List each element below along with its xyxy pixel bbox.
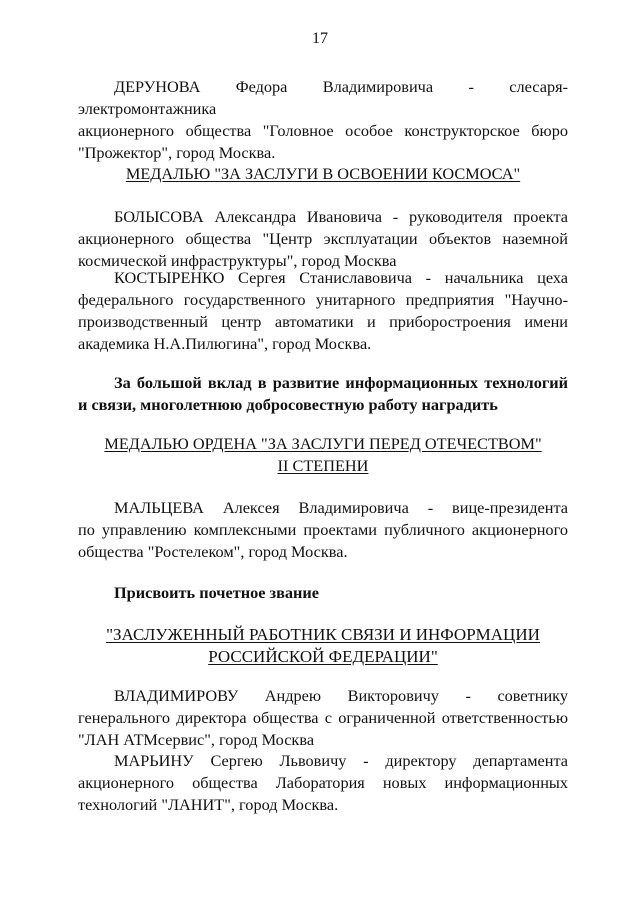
heading-line-2: РОССИЙСКОЙ ФЕДЕРАЦИИ" (208, 647, 438, 666)
heading-line-1: МЕДАЛЬЮ ОРДЕНА "ЗА ЗАСЛУГИ ПЕРЕД ОТЕЧЕСТВОМ" (104, 434, 542, 453)
text-line: академика Н.А.Пилюгина", город Москва. (78, 334, 372, 353)
medal-order-heading (78, 433, 568, 477)
text-line: по управлению комплексными проектами публичного акционерного (78, 520, 568, 539)
text-line: БОЛЫСОВА Александра Ивановича - руководителя проекта (114, 207, 568, 226)
text-line: технологий "ЛАНИТ", город Москва. (78, 795, 339, 814)
text-line: федерального государственного унитарного предприятия "Научно- (78, 290, 568, 309)
paragraph-bolysov (78, 206, 568, 272)
text-line: "Прожектор", город Москва. (78, 143, 276, 162)
text-line: Присвоить почетное звание (114, 583, 319, 602)
text-line: МАРЬИНУ Сергею Львовичу - директору департамента (114, 751, 568, 770)
paragraph-kostyrenko (78, 267, 568, 355)
paragraph-maryin (78, 750, 568, 816)
page-number: 17 (312, 30, 328, 47)
text-line: общества "Ростелеком", город Москва. (78, 542, 348, 561)
text-line: МАЛЬЦЕВА Алексея Владимировича - вице-президента (114, 498, 568, 517)
paragraph-vladimirov (78, 685, 568, 751)
text-line: и связи, многолетнюю добросовестную работу наградить (78, 395, 498, 414)
text-line: КОСТЫРЕНКО Сергея Станиславовича - начальника цеха (114, 268, 568, 287)
honor-title-heading (78, 624, 568, 668)
medal-space-heading (78, 163, 568, 185)
award-statement (78, 372, 568, 416)
text-line: "ЛАН АТМсервис", город Москва (78, 730, 315, 749)
text-line: акционерного общества "Центр эксплуатации объектов наземной (78, 229, 568, 248)
text-line: ДЕРУНОВА Федора Владимировича - слесаря-электромонтажника (78, 77, 568, 118)
paragraph-derunov (78, 76, 568, 164)
text-line: акционерного общества Лаборатория новых информационных (78, 773, 568, 792)
text-line: генерального директора общества с ограниченной ответственностью (78, 708, 568, 727)
text-line: За большой вклад в развитие информационных технологий (114, 373, 568, 392)
text-line: производственный центр автоматики и приборостроения имени (78, 312, 568, 331)
text-line: акционерного общества "Головное особое конструкторское бюро (78, 121, 568, 140)
heading-line-1: "ЗАСЛУЖЕННЫЙ РАБОТНИК СВЯЗИ И ИНФОРМАЦИИ (106, 625, 540, 644)
text-line: ВЛАДИМИРОВУ Андрею Викторовичу - советнику (114, 686, 568, 705)
honor-statement (78, 582, 568, 604)
heading-line-2: II СТЕПЕНИ (277, 456, 369, 475)
paragraph-maltsev (78, 497, 568, 563)
heading-text: МЕДАЛЬЮ "ЗА ЗАСЛУГИ В ОСВОЕНИИ КОСМОСА" (125, 164, 521, 183)
text-line: космической инфраструктуры", город Москва (78, 251, 397, 270)
